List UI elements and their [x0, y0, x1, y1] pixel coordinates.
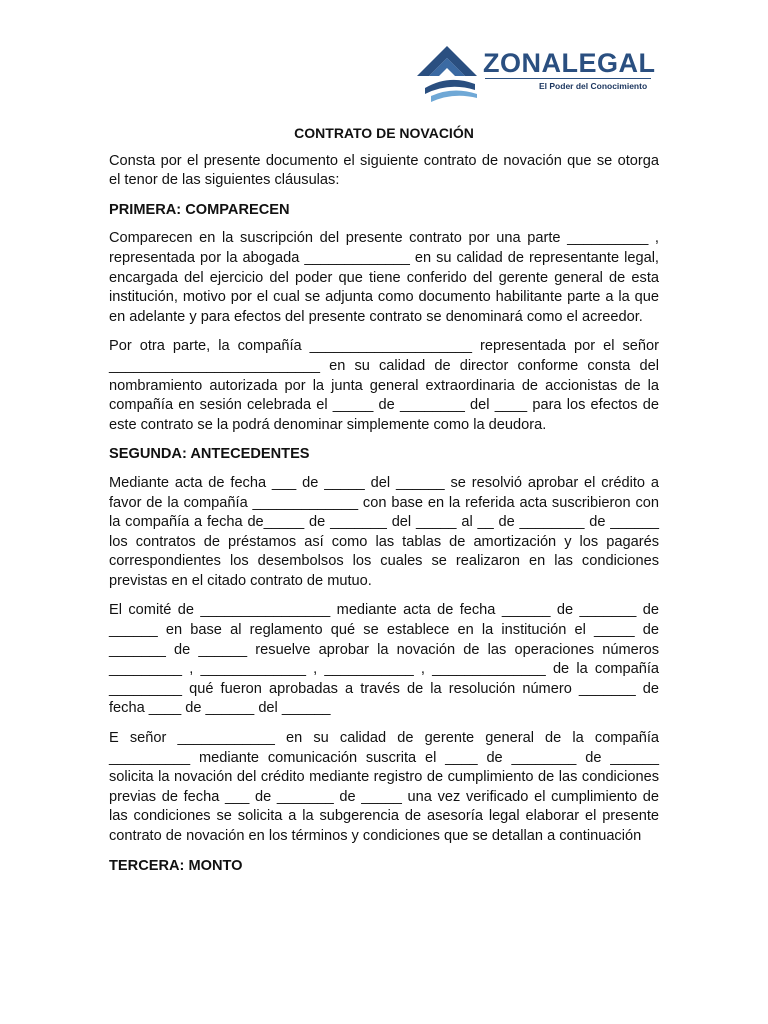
paragraph-comparecen-2: Por otra parte, la compañía ____________________ representada por el señor __________________________ en su calidad de director conforme consta del nombramiento autorizada por la junta general extraordinaria de accionistas de la compañía en sesión celebrada el _____ de ________ del ____ para los efectos de este contrato se la podrá denominar simplemente como la deudora.	[109, 338, 659, 433]
paragraph-antecedentes-1: Mediante acta de fecha ___ de _____ del ______ se resolvió aprobar el crédito a favor de la compañía _____________ con base en la referida acta suscribieron con la compañía a fecha de_____ de _______ del _____ al __ de ________ de ______ los contratos de préstamos así como las tablas de amortización y los pagarés correspondientes los desembolsos los cuales se realizaron en las condiciones previstas en el citado contrato de mutuo.	[109, 474, 659, 589]
paragraph-antecedentes-2: El comité de ________________ mediante acta de fecha ______ de _______ de ______ en base al reglamento qué se establece en la institución el _____ de _______ de ______ resuelve aprobar la novación de las operaciones números _________ , _____________ , ___________ , ______________ de la compañía _________ qué fueron aprobadas a través de la resolución número _______ de fecha ____ de ______ del ______	[109, 602, 659, 717]
zonalegal-logo	[415, 44, 655, 106]
paragraph-antecedentes-3: E señor ____________ en su calidad de gerente general de la compañía __________ mediante comunicación suscrita el ____ de ________ de ______ solicita la novación del crédito mediante registro de cumplimiento de las condiciones previas de fecha ___ de _______ de _____ una vez verificado el cumplimiento de las condiciones se solicita a la subgerencia de asesoría legal elaborar el presente contrato de novación en los términos y condiciones que se detallan a continuación	[109, 730, 659, 844]
paragraph-comparecen-1: Comparecen en la suscripción del presente contrato por una parte __________ , representada por la abogada _____________ en su calidad de representante legal, encargada del ejercicio del poder que tiene conferido del gerente general de esta institución, motivo por el cual se adjunta como documento habilitante parte a la que en adelante y para efectos del presente contrato se denominará como el acreedor.	[109, 230, 659, 325]
section-heading-tercera: TERCERA: MONTO	[109, 857, 243, 874]
section-heading-segunda: SEGUNDA: ANTECEDENTES	[109, 446, 310, 463]
logo-brand-name: ZONALEGAL	[483, 48, 656, 78]
logo-tagline: El Poder del Conocimiento	[539, 81, 648, 91]
section-heading-primera: PRIMERA: COMPARECEN	[109, 201, 290, 218]
document-body	[109, 118, 659, 885]
intro-paragraph: Consta por el presente documento el siguiente contrato de novación que se otorga el tenor de las siguientes cláusulas:	[109, 152, 659, 189]
zonalegal-logo-mark-icon	[415, 44, 481, 104]
logo-divider	[485, 78, 651, 79]
document-title: CONTRATO DE NOVACIÓN	[294, 125, 474, 141]
